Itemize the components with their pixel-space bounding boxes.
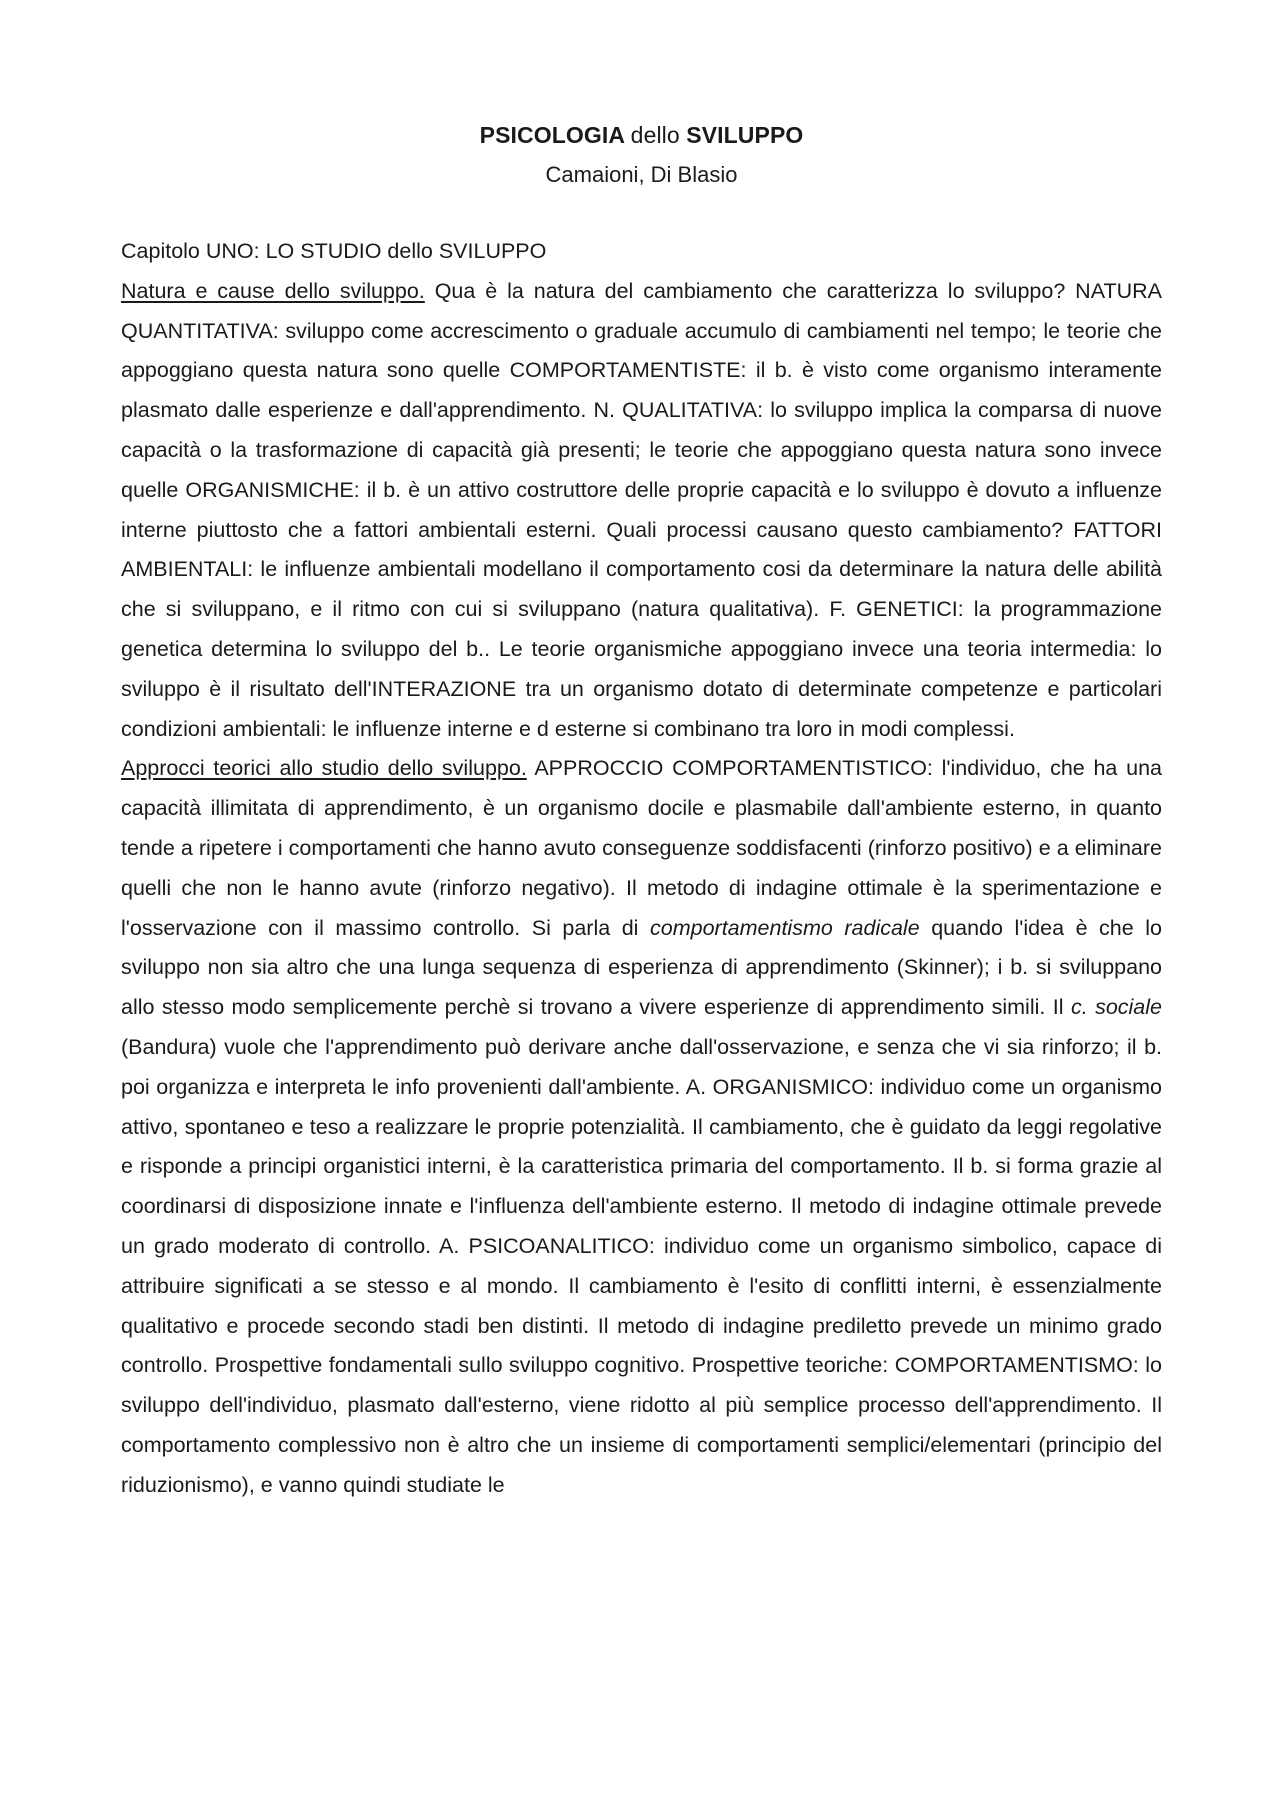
document-title — [121, 118, 1162, 152]
section-body-part-3: (Bandura) vuole che l'apprendimento può derivare anche dall'osservazione, e senza che vi sia rinforzo; il b. poi organizza e interpreta le info provenienti dall'ambiente. A. ORGANISMICO: individuo come un organismo attivo, spontaneo e teso a realizzare le proprie potenzialità. Il cambiamento, che è guidato da leggi regolative e risponde a principi organistici interni, è la caratteristica primaria del comportamento. Il b. si forma grazie al coordinarsi di disposizione innate e l'influenza dell'ambiente esterno. Il metodo di indagine ottimale prevede un grado moderato di controllo. A. PSICOANALITICO: individuo come un organismo simbolico, capace di attribuire significati a se stesso e al mondo. Il cambiamento è l'esito di conflitti interni, è essenzialmente qualitativo e procede secondo stadi ben distinti. Il metodo di indagine prediletto prevede un minimo grado controllo. Prospettive fondamentali sullo sviluppo cognitivo. Prospettive teoriche: COMPORTAMENTISMO: lo sviluppo dell'individuo, plasmato dall'esterno, viene ridotto al più semplice processo dell'apprendimento. Il comportamento complessivo non è altro che un insieme di comportamenti semplici/elementari (principio del riduzionismo), e vanno quindi studiate le — [121, 1034, 1162, 1497]
section-body-natura-cause: Qua è la natura del cambiamento che caratterizza lo sviluppo? NATURA QUANTITATIVA: sviluppo come accrescimento o graduale accumulo di cambiamenti nel tempo; le teorie che appoggiano questa natura sono quelle COMPORTAMENTISTE: il b. è visto come organismo interamente plasmato dalle esperienze e dall'apprendimento. N. QUALITATIVA: lo sviluppo implica la comparsa di nuove capacità o la trasformazione di capacità già presenti; le teorie che appoggiano questa natura sono invece quelle ORGANISMICHE: il b. è un attivo costruttore delle proprie capacità e lo sviluppo è dovuto a influenze interne piuttosto che a fattori ambientali esterni. Quali processi causano questo cambiamento? FATTORI AMBIENTALI: le influenze ambientali modellano il comportamento cosi da determinare la natura delle abilità che si sviluppano, e il ritmo con cui si sviluppano (natura qualitativa). F. GENETICI: la programmazione genetica determina lo sviluppo del b.. Le teorie organismiche appoggiano invece una teoria intermedia: lo sviluppo è il risultato dell'INTERAZIONE tra un organismo dotato di determinate competenze e particolari condizioni ambientali: le influenze interne e d esterne si combinano tra loro in modi complessi. — [121, 278, 1162, 741]
document-authors: Camaioni, Di Blasio — [545, 162, 738, 187]
chapter-heading: Capitolo UNO: LO STUDIO dello SVILUPPO — [121, 239, 547, 263]
italic-term-comportamentismo-radicale: comportamentismo radicale — [650, 915, 920, 940]
section-title-natura-cause: Natura e cause dello sviluppo. — [121, 278, 425, 303]
section-body-part-2: quando l'idea è che lo sviluppo non sia altro che una lunga sequenza di esperienza di apprendimento (Skinner); i b. si sviluppano allo stesso modo semplicemente perchè si trovano a vivere esperienze di apprendimento simili. Il — [121, 915, 1162, 1020]
section-approcci-teorici — [121, 749, 1162, 1505]
title-part-sviluppo: SVILUPPO — [679, 122, 804, 148]
section-natura-cause — [121, 272, 1162, 750]
section-body-part-1: APPROCCIO COMPORTAMENTISTICO: l'individuo, che ha una capacità illimitata di apprendimento, è un organismo docile e plasmabile dall'ambiente esterno, in quanto tende a ripetere i comportamenti che hanno avuto conseguenze soddisfacenti (rinforzo positivo) e a eliminare quelli che non le hanno avute (rinforzo negativo). Il metodo di indagine ottimale è la sperimentazione e l'osservazione con il massimo controllo. Si parla di — [121, 756, 1162, 940]
title-part-psicologia: PSICOLOGIA — [479, 122, 631, 148]
document-page — [121, 118, 1162, 1506]
italic-term-c-sociale: c. sociale — [1070, 995, 1163, 1020]
title-part-dello: dello — [630, 122, 680, 148]
section-title-approcci-teorici: Approcci teorici allo studio dello sviluppo. — [121, 756, 527, 781]
